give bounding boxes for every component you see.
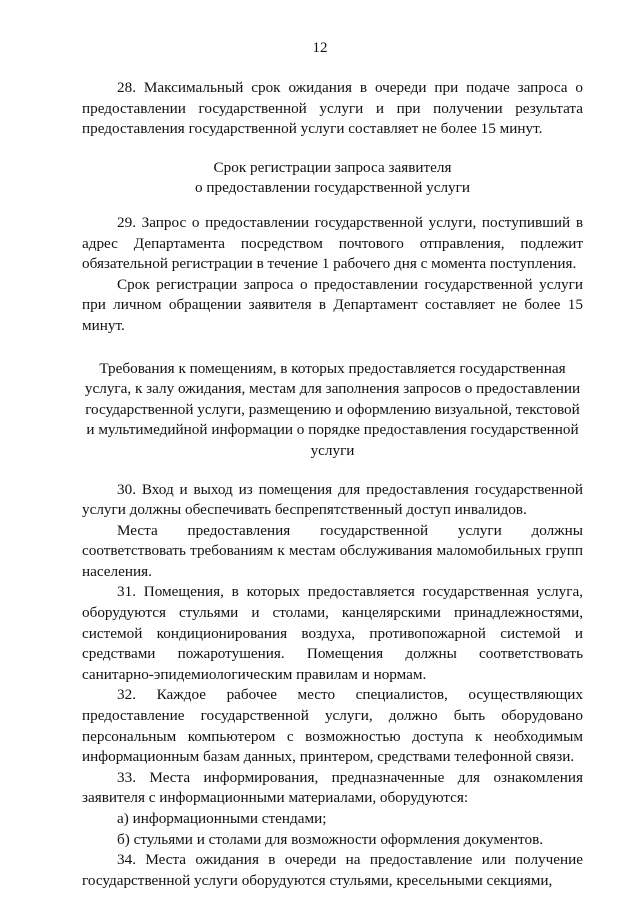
section-heading-premises: Требования к помещениям, в которых предоставляется государственная услуга, к залу ожидания, местам для заполнения запросов о предоставлении государственной услуги, размещению и оформлению визуальной, текстовой и мультимедийной информации о порядке предоставления государственной услуги: [84, 359, 581, 459]
paragraph-31: 31. Помещения, в которых предоставляется государственная услуга, оборудуются стульями и столами, канцелярскими принадлежностями, системой кондиционирования воздуха, противопожарной системой и средствами пожаротушения. Помещения должны соответствовать санитарно-эпидемиологическим правилам и нормам.: [82, 583, 583, 683]
section-heading-registration-line1: Срок регистрации запроса заявителя: [213, 158, 452, 176]
paragraph-28: 28. Максимальный срок ожидания в очереди при подаче запроса о предоставлении государственной услуги и при получении результата предоставления государственной услуги составляет не более 15 минут.: [82, 79, 583, 138]
list-item-a: а) информационными стендами;: [117, 810, 327, 827]
document-body: [82, 78, 583, 891]
paragraph-32: 32. Каждое рабочее место специалистов, осуществляющих предоставление государственной услуги, должно быть оборудовано персональным компьютером с возможностью доступа к необходимым информационным базам данных, принтером, средствами телефонной связи.: [82, 686, 583, 766]
paragraph-30: 30. Вход и выход из помещения для предоставления государственной услуги должны обеспечивать беспрепятственный доступ инвалидов.: [82, 480, 583, 519]
paragraph-33: 33. Места информирования, предназначенные для ознакомления заявителя с информационными материалами, оборудуются:: [82, 768, 583, 807]
paragraph-30-continued: Места предоставления государственной услуги должны соответствовать требованиям к местам обслуживания маломобильных групп населения.: [82, 521, 583, 580]
paragraph-29-continued: Срок регистрации запроса о предоставлении государственной услуги при личном обращении заявителя в Департамент составляет не более 15 минут.: [82, 275, 583, 334]
paragraph-29: 29. Запрос о предоставлении государственной услуги, поступивший в адрес Департамента посредством почтового отправления, подлежит обязательной регистрации в течение 1 рабочего дня с момента поступления.: [82, 213, 583, 273]
page-number: 12: [312, 40, 328, 56]
list-item-b: б) стульями и столами для возможности оформления документов.: [117, 830, 544, 848]
section-heading-registration-line2: о предоставлении государственной услуги: [194, 179, 471, 197]
paragraph-34: 34. Места ожидания в очереди на предоставление или получение государственной услуги оборудуются стульями, кресельными секциями,: [82, 851, 583, 889]
